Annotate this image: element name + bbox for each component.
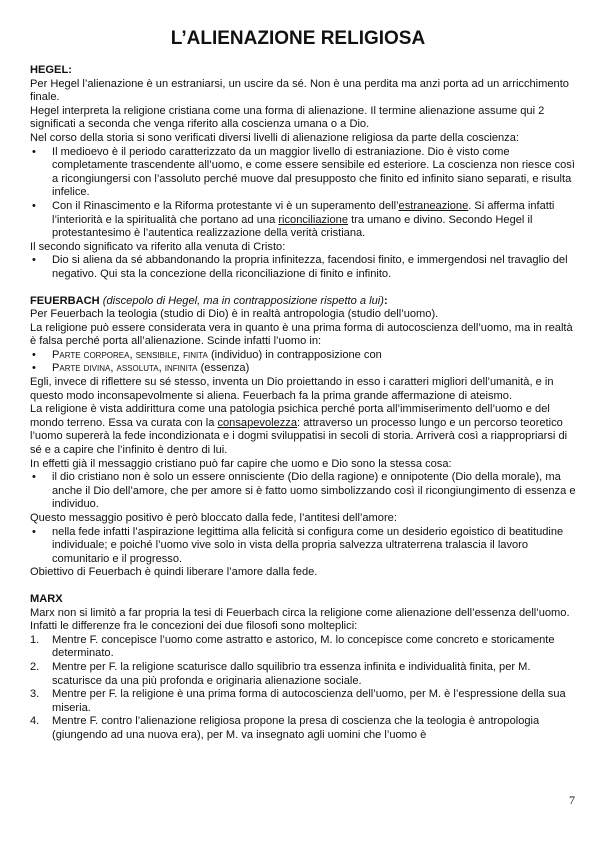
list-item: • Il medioevo è il periodo caratterizzato da un maggior livello di estraniazione. Dio è visto come completamente trascendente all’uomo, e come essere sensibile ed esteriore. La coscienza non riesce così a ricongiungersi con l’assoluto perché muove dal presupposto che finito ed infinito siano separati, e risulta infelice. xyxy=(30,146,576,200)
paragraph: Hegel interpreta la religione cristiana come una forma di alienazione. Il termine alienazione assume qui 2 significati a seconda che venga riferito alla coscienza umana o a Dio. xyxy=(30,104,545,131)
heading-text: FEUERBACH xyxy=(30,294,100,307)
text-span: La religione è vista addirittura come una patologia psichica perché porta all’immiserimento dell’uomo e del mondo terreno. Essa va curata con la xyxy=(30,403,550,429)
heading-subtitle: (discepolo di Hegel, ma in contrapposizione rispetto a lui) xyxy=(102,294,384,307)
paragraph: Per Feuerbach la teologia (studio di Dio) è in realtà antropologia (studio dell’uomo). xyxy=(30,308,439,321)
page-number: 7 xyxy=(569,793,575,807)
text-span: (essenza) xyxy=(197,362,250,375)
paragraph: Egli, invece di riflettere su sé stesso, inventa un Dio proiettando in esso i caratteri migliori dell’umanità, e in questo modo inconsapevolmente si aliena. Feuerbach fa la prima grande affermazione di ateismo. xyxy=(30,376,554,402)
bullet-list xyxy=(30,254,576,281)
small-caps-term: Parte corporea, sensibile, finita xyxy=(52,348,208,361)
paragraph: Marx non si limitò a far propria la tesi di Feuerbach circa la religione come alienazione dell’essenza dell’uomo. Infatti le differenze fra le concezioni dei due filosofi sono molteplici: xyxy=(30,606,570,633)
text-span: tra umano e divino. Secondo Hegel il protestantesimo è l’autentica realizzazione della verità cristiana. xyxy=(52,213,533,240)
numbered-list xyxy=(30,634,576,743)
section-marx xyxy=(30,593,576,743)
list-item xyxy=(30,715,576,742)
list-item xyxy=(30,688,576,715)
heading-colon: : xyxy=(383,294,388,307)
section-spacer xyxy=(30,282,576,295)
item-number: 4. xyxy=(30,715,40,728)
paragraph xyxy=(30,403,576,457)
paragraph: Il secondo significato va riferito alla venuta di Cristo: xyxy=(30,240,286,253)
list-item xyxy=(30,634,576,661)
section-heading-hegel: HEGEL: xyxy=(30,64,72,76)
item-number: 1. xyxy=(30,633,40,646)
bullet-list xyxy=(30,471,576,512)
list-item xyxy=(30,200,576,241)
section-heading-feuerbach xyxy=(30,295,576,309)
small-caps-term: Parte divina, assoluta, infinita xyxy=(52,362,198,375)
list-item xyxy=(30,661,576,688)
section-spacer xyxy=(30,580,576,593)
underlined-term: riconciliazione xyxy=(278,213,349,226)
text-span: . Si afferma infatti l’interiorità e la spiritualità che portano ad una xyxy=(52,199,555,226)
paragraph: La religione può essere considerata vera in quanto è una prima forma di autocoscienza dell’uomo, ma in realtà è falsa perché porta all’alienazione. Scinde infatti l’uomo in: xyxy=(30,321,573,348)
paragraph: Nel corso della storia si sono verificati diversi livelli di alienazione religiosa da parte della coscienza: xyxy=(30,131,519,144)
text-span: : attraverso un processo lungo e un percorso teoretico l’uomo supererà la fede incondizionata e i dogmi sviluppatisi in secoli di storia. Arriverà così a riappropriarsi di sé e a capire che l’infinito è dentro di lui. xyxy=(30,416,568,457)
paragraph: Questo messaggio positivo è però bloccato dalla fede, l’antitesi dell’amore: xyxy=(30,512,397,524)
section-heading-marx: MARX xyxy=(30,592,63,605)
bullet-list xyxy=(30,146,576,241)
list-item: • nella fede infatti l’aspirazione legittima alla felicità si configura come un desiderio egoistico di beatitudine individuale; e poiché l’uomo vive solo in vista della propria salvezza ultraterrena tralascia il lavoro comunitario e il progresso. xyxy=(30,526,576,567)
page-title: L’ALIENAZIONE RELIGIOSA xyxy=(170,28,426,49)
item-text: Mentre per F. la religione scaturisce dallo squilibrio tra essenza infinita e individualità finita, per M. scaturisce da una più profonda e originaria alienazione sociale. xyxy=(52,660,531,687)
document-body xyxy=(30,64,576,743)
paragraph: Per Hegel l’alienazione è un estraniarsi, un uscire da sé. Non è una perdita ma anzi porta ad un arricchimento finale. xyxy=(30,77,569,104)
section-hegel xyxy=(30,64,576,282)
item-number: 2. xyxy=(30,660,40,673)
list-item xyxy=(30,349,576,363)
item-text: Mentre per F. la religione è una prima forma di autocoscienza dell’uomo, per M. è l’espressione della sua miseria. xyxy=(52,688,566,714)
bullet-list xyxy=(30,349,576,376)
text-span: Con il Rinascimento e la Riforma protestante vi è un superamento dell’ xyxy=(52,199,399,212)
item-number: 3. xyxy=(30,688,40,701)
paragraph: In effetti già il messaggio cristiano può far capire che uomo e Dio sono la stessa cosa: xyxy=(30,457,452,470)
underlined-term: consapevolezza xyxy=(217,416,298,429)
section-feuerbach xyxy=(30,295,576,580)
item-text: Mentre F. concepisce l’uomo come astratto e astorico, M. lo concepisce come concreto e storicamente determinato. xyxy=(52,633,555,660)
paragraph: Obiettivo di Feuerbach è quindi liberare l’amore dalla fede. xyxy=(30,566,318,579)
list-item xyxy=(30,362,576,376)
item-text: Mentre F. contro l’alienazione religiosa propone la presa di coscienza che la teologia è antropologia (giungendo ad una nuova era), per M. va insegnato agli uomini che l’uomo è xyxy=(52,715,540,741)
list-item: • il dio cristiano non è solo un essere onnisciente (Dio della ragione) e onnipotente (Dio della morale), ma anche il Dio dell’amore, che per amore si è fatto uomo simbolizzando così il ricongiungimento di essenza e individuo. xyxy=(30,471,576,512)
bullet-list xyxy=(30,526,576,567)
underlined-term: estraneazione xyxy=(398,199,469,212)
list-item: • Dio si aliena da sé abbandonando la propria infinitezza, facendosi finito, e immergendosi nel travaglio del negativo. Qui sta la concezione della riconciliazione di finito e infinito. xyxy=(30,254,576,281)
text-span: (individuo) in contrapposizione con xyxy=(207,348,382,361)
